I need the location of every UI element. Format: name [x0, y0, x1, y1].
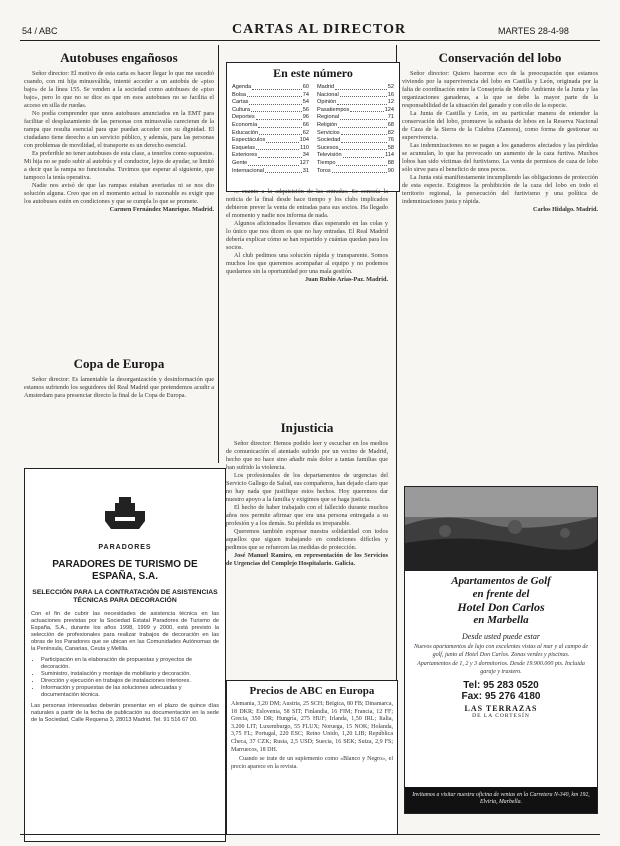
index-row: Opinión 12	[317, 99, 394, 106]
prices-body: Alemania, 3,20 DM; Austria, 25 SCH; Bélgica, 80 FB; Dinamarca, 18 DKR; Eslovenia, 58 SIT; Finlandia, 16 FIM; Francia, 12 FF; Grecia, 350 DR; Hungría, 275 HUF; Irlanda, 1,50 IRL; Italia, 3.200 LIT; Luxemburgo, 55 FLUX; Noruega, 15 NOK; Holanda, 3,75 FL; Portugal, 220 ESC; Reino Unido, 1,20 LIB; República Checa, 37 CZK; Rusia, 2,5 USD; Suecia, 16 SEK; Suiza, 2,9 FS; Marruecos, 18 DH.	[231, 701, 393, 753]
paradores-logo-text: PARADORES	[98, 544, 152, 551]
letter-title-copa: Copa de Europa	[73, 356, 165, 371]
list-item: • Información y propuestas de las soluciones adecuadas y documentación técnica.	[41, 685, 219, 699]
golf-headline-2: en frente del	[472, 588, 530, 600]
index-row: Espectáculos 104	[232, 137, 309, 144]
column-divider	[218, 45, 219, 463]
index-column-right	[317, 84, 394, 175]
index-row: Servicios 82	[317, 129, 394, 136]
golf-headline-4: en Marbella	[473, 614, 529, 626]
index-row: Internacional 31	[232, 167, 309, 174]
list-item: • Dirección y ejecución en trabajos de instalaciones interiores.	[41, 678, 219, 685]
letter-body-copa: Señor director: Es lamentable la desorganización y desinformación que estamos sufriendo los seguidores del Real Madrid que pretendemos acudir a Amsterdam para presenciar directo la final de la Copa de Europa.	[24, 376, 214, 399]
golf-description: Nuevos apartamentos de lujo con excelentes vistas al mar y al campo de golf, junto al Hotel Don Carlos. Zonas verdes y piscinas.	[414, 644, 588, 658]
index-row: Sucesos 58	[317, 144, 394, 151]
golf-landscape-image	[405, 487, 597, 571]
page-number: 54 / ABC	[22, 26, 58, 36]
paradores-subhead: SELECCIÓN PARA LA CONTRATACIÓN DE ASISTENCIAS TÉCNICAS PARA DECORACIÓN	[32, 589, 218, 604]
letter-signature: Juan Rubio Arias-Paz. Madrid.	[304, 276, 388, 283]
section-title: CARTAS AL DIRECTOR	[232, 22, 407, 37]
golf-brand-sub: DE LA CORTESÍN	[472, 713, 530, 719]
index-row: Madrid 52	[317, 84, 394, 90]
index-row: Educación 62	[232, 129, 309, 136]
index-row: Cultura 56	[232, 106, 309, 113]
index-row: Religión 68	[317, 121, 394, 128]
list-item: • Suministro, instalación y montaje de mobiliario y decoración.	[41, 671, 219, 678]
index-box	[226, 62, 400, 192]
letter-signature: Carlos Hidalgo. Madrid.	[533, 206, 598, 213]
index-title: En este número	[273, 66, 353, 80]
prices-box	[226, 680, 398, 835]
index-row: Exteriores 34	[232, 152, 309, 159]
golf-fax: Fax: 95 276 4180	[461, 691, 541, 702]
letter-body-copa-continued: ... cuanto a la adquisición de las entradas. Se conocía la noticia de la final desde hace tiempo y los clubs implicados debieron prever la venta de entradas para sus socios. Ha llegado el momento y nadie nos informa de nada. Algunos aficionados llevamos días esperando en las colas y lo único que nos dicen es que no hay entradas. El Real Madrid debería explicar cómo se han repartido y cuántas quedan para los socios. Al club pedimos una solución rápida y transparente. Somos muchos los que queremos acompañar al equipo y no podemos quedarnos sin la oportunidad por una mala gestión. Juan Rubio Arias-Paz. Madrid.	[226, 188, 388, 283]
index-row: Regional 71	[317, 114, 394, 121]
golf-slogan: Desde usted puede estar	[462, 632, 540, 641]
index-row: Bolsa 74	[232, 91, 309, 98]
paradores-body: Con el fin de cubrir las necesidades de asistencia técnica en las actuaciones previstas por la Sociedad Estatal Paradores de Turismo de España, S.A., durante los años 1998, 1999 y 2000, está previsto la selección de profesionales para realizar trabajos de decoración en las obras de los Paradores que se ubican en las Comunidades Autónomas de la Península, Canarias, Ceuta y Melilla.	[31, 611, 219, 652]
paradores-logo-icon	[95, 495, 155, 539]
paradores-footer: Las personas interesadas deberán presentar en el plazo de quince días naturales a partir de la fecha de publicación su documentación en la sede de la Sociedad, Calle Requena 3, 28013 Madrid. Tel. 91 516 67 00.	[31, 703, 219, 723]
index-row: Agenda 60	[232, 84, 309, 90]
paradores-headline: PARADORES DE TURISMO DE ESPAÑA, S.A.	[52, 559, 198, 582]
letter-body-lobo: Señor director: Quiero hacerme eco de la preocupación que estamos viviendo por la supervivencia del lobo en Castilla y León, originada por la falta de coordinación entre la Consejería de Medio Ambiente de la Junta y las organizaciones ganaderas, a la que se debe la mayor parte de la responsabilidad de la situación del ganado y con ello de la especie. La Junta de Castilla y León, en su particular manera de entender la conservación del lobo, promueve la subasta de lobos en la Reserva Nacional de Caza de la Sierra de la Culebra (Zamora), como forma de gestionar su supervivencia. Las indemnizaciones no se pagan a los ganaderos afectados y las pérdidas se acumulan, lo que ha provocado un aumento de la caza furtiva. Muchos lobos han sido víctimas del furtivismo. La venta de permisos de caza de lobo sólo sirve para el beneficio de unos pocos. La Junta está manifiestamente incumpliendo las obligaciones de protección de esta especie. Exigimos la prohibición de la caza del lobo en todo el territorio regional, la persecución del furtivismo y una política de indemnizaciones justa y rápida. Carlos Hidalgo. Madrid.	[402, 70, 598, 213]
index-column-left	[232, 84, 309, 175]
golf-brand: LAS TERRAZAS	[464, 704, 538, 713]
index-row: Televisión 114	[317, 152, 394, 159]
letter-body-autobuses: Señor director: El motivo de esta carta es hacer llegar lo que me sucedió cuando, con mi hija minusválida, intenté acceder a un autobús de «piso bajo» de la línea 155. Se venden a la sociedad como autobuses de «piso bajo», pero lo que no se dice es que en esos autobuses no se facilita el acceso en silla de ruedas. No podía comprender que unos autobuses anunciados en la EMT para facilitar el desplazamiento de las personas con minusvalía carecieran de la rampa que resulta esencial para que puedan acceder con su dignidad. El ciudadano tiene derecho a un servicio público, y además, para las personas con problemas de movilidad, el transporte es un derecho esencial. Es preferible no tener autobuses de esta clase, a tenerlos como supuestos. Mi hija no se pudo subir al autobús y el conductor, lejos de ayudar, se limitó a decir que la rampa no funcionaba. Tuvimos que esperar al siguiente, que tampoco la tenía operativa. Nadie nos avisó de que las rampas estaban averiadas ni se nos dio solución alguna. Creo que en el momento actual lo razonable es exigir que los autobuses estén en condiciones y que se cumpla lo que se promete. Carmen Fernández Manrique. Madrid.	[24, 70, 214, 213]
index-row: Tiempo 88	[317, 159, 394, 166]
header-rule	[20, 40, 600, 41]
issue-date: MARTES 28-4-98	[498, 26, 569, 36]
index-row: Cartas 54	[232, 99, 309, 106]
index-row: Economía 66	[232, 121, 309, 128]
index-row: Deportes 96	[232, 114, 309, 121]
paradores-list	[41, 657, 219, 699]
letter-title-autobuses: Autobuses engañosos	[60, 50, 178, 65]
letter-signature: José Manuel Ramiro, en representación de los Servicios de Urgencias del Complejo Hospitalario. Galicia.	[226, 552, 388, 567]
letter-title-lobo: Conservación del lobo	[438, 50, 562, 65]
golf-footer: Invitamos a visitar nuestra oficina de ventas en la Carretera N-340, km 192, Elviria, Marbella.	[405, 787, 597, 813]
golf-headline-3: Hotel Don Carlos	[457, 600, 545, 614]
prices-note: Cuando se trate de un suplemento como «Blanco y Negro», el precio aparece en la revista.	[231, 756, 393, 770]
letter-signature: Carmen Fernández Manrique. Madrid.	[109, 206, 214, 213]
letter-title-injusticia: Injusticia	[280, 420, 334, 435]
golf-description-2: Apartamentos de 1, 2 y 3 dormitorios. Desde 19.900.000 pts. Incluida garaje y trastero.	[417, 661, 585, 675]
index-row: Nacional 16	[317, 91, 394, 98]
index-row: Sociedad 76	[317, 137, 394, 144]
golf-ad	[404, 486, 598, 814]
paradores-ad	[24, 468, 226, 842]
list-item: • Participación en la elaboración de propuestas y proyectos de decoración.	[41, 657, 219, 671]
letter-body-injusticia: Señor director: Hemos podido leer y escuchar en los medios de comunicación el atentado sufrido por un vecino de Madrid, hecho que no hace sino añadir más dolor a tantas familias que han sufrido la violencia. Los profesionales de los departamentos de urgencias del Servicio Gallego de Salud, sus compañeros, han dejado claro que no hay nada que justifique estos hechos. Hoy queremos dar nuestro apoyo a la familia y exigimos que se haga justicia. El hecho de haber trabajado con el fallecido durante muchos años nos permite afirmar que era una persona entregada a su profesión y a los demás. Su pérdida es irreparable. Queremos también expresar nuestra solidaridad con todos aquellos que siguen trabajando en condiciones difíciles y pedimos que se refuercen las medidas de protección. José Manuel Ramiro, en representación de los Servicios de Urgencias del Complejo Hospitalario. Galicia.	[226, 440, 388, 567]
footer-rule	[20, 834, 600, 835]
prices-title: Precios de ABC en Europa	[249, 685, 375, 697]
index-row: Gente 127	[232, 159, 309, 166]
golf-phone: Tel: 95 283 0520	[463, 680, 539, 691]
golf-headline-1: Apartamentos de Golf	[451, 575, 551, 587]
index-row: Pasatiempos 124	[317, 106, 394, 113]
index-row: Esquelas 110	[232, 144, 309, 151]
index-row: Toros 90	[317, 167, 394, 174]
